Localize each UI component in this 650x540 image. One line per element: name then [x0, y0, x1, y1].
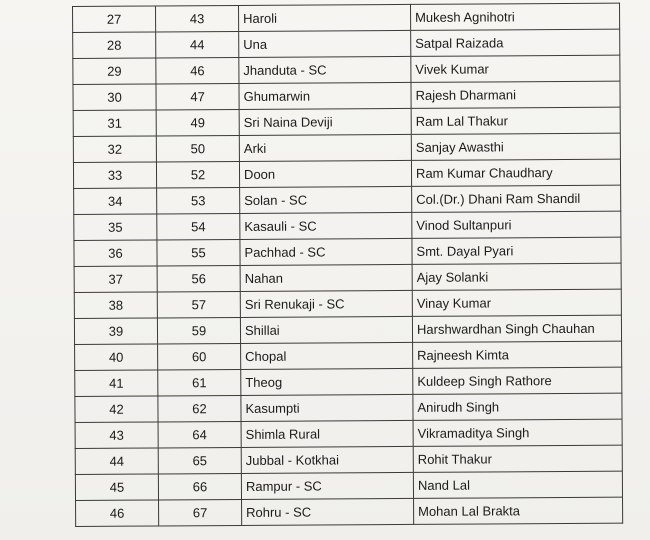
table-row — [75, 341, 622, 370]
constituency-name-cell: Sri Renukaji - SC — [240, 290, 412, 317]
constituency-name-cell: Jubbal - Kotkhai — [241, 446, 413, 473]
candidate-name-cell: Nand Lal — [413, 471, 622, 498]
candidate-name-cell: Vinay Kumar — [412, 289, 621, 316]
constituency-number-cell: 67 — [159, 499, 242, 526]
candidate-name-cell: Rajneesh Kimta — [413, 341, 622, 368]
constituency-name-cell: Rampur - SC — [241, 472, 413, 499]
constituency-name-cell: Chopal — [241, 342, 413, 369]
table-row — [75, 471, 622, 500]
candidate-name-cell: Ram Kumar Chaudhary — [411, 159, 620, 186]
candidate-name-cell: Sanjay Awasthi — [411, 133, 620, 160]
constituency-name-cell: Una — [239, 30, 411, 57]
constituency-name-cell: Theog — [241, 368, 413, 395]
constituency-number-cell: 64 — [158, 421, 241, 448]
table-row — [75, 419, 622, 448]
constituency-name-cell: Nahan — [240, 264, 412, 291]
constituency-number-cell: 52 — [156, 161, 239, 188]
candidate-name-cell: Vivek Kumar — [411, 55, 620, 82]
table-row — [73, 55, 620, 84]
table-row — [75, 367, 622, 396]
constituency-number-cell: 47 — [156, 83, 239, 110]
constituency-number-cell: 46 — [156, 57, 239, 84]
constituency-number-cell: 65 — [158, 447, 241, 474]
serial-number-cell: 29 — [73, 58, 156, 85]
constituency-number-cell: 43 — [156, 5, 239, 32]
candidate-name-cell: Anirudh Singh — [413, 393, 622, 420]
constituency-name-cell: Shimla Rural — [241, 420, 413, 447]
serial-number-cell: 27 — [73, 6, 156, 33]
constituency-name-cell: Pachhad - SC — [240, 238, 412, 265]
serial-number-cell: 34 — [74, 188, 157, 215]
table-row — [73, 3, 620, 32]
candidate-name-cell: Satpal Raizada — [411, 29, 620, 56]
candidate-name-cell: Vinod Sultanpuri — [412, 211, 621, 238]
serial-number-cell: 33 — [73, 162, 156, 189]
table-row — [73, 133, 620, 162]
serial-number-cell: 41 — [75, 370, 158, 397]
candidate-name-cell: Mohan Lal Brakta — [414, 497, 623, 524]
constituency-number-cell: 49 — [156, 109, 239, 136]
candidate-name-cell: Kuldeep Singh Rathore — [413, 367, 622, 394]
serial-number-cell: 30 — [73, 84, 156, 111]
table-row — [73, 107, 620, 136]
table-row — [75, 445, 622, 474]
serial-number-cell: 46 — [76, 500, 159, 527]
candidate-name-cell: Ram Lal Thakur — [411, 107, 620, 134]
table-row — [74, 185, 621, 214]
table-row — [74, 315, 621, 344]
serial-number-cell: 35 — [74, 214, 157, 241]
serial-number-cell: 37 — [74, 266, 157, 293]
constituency-name-cell: Solan - SC — [240, 186, 412, 213]
constituency-number-cell: 50 — [156, 135, 239, 162]
constituency-number-cell: 61 — [158, 369, 241, 396]
serial-number-cell: 44 — [75, 448, 158, 475]
constituency-number-cell: 54 — [157, 213, 240, 240]
serial-number-cell: 43 — [75, 422, 158, 449]
constituency-name-cell: Arki — [239, 134, 411, 161]
constituency-name-cell: Haroli — [238, 4, 410, 31]
constituency-name-cell: Kasauli - SC — [240, 212, 412, 239]
constituency-name-cell: Shillai — [240, 316, 412, 343]
constituency-number-cell: 57 — [157, 291, 240, 318]
table-row — [73, 81, 620, 110]
candidate-name-cell: Rohit Thakur — [413, 445, 622, 472]
constituency-name-cell: Jhanduta - SC — [239, 56, 411, 83]
table-row — [74, 211, 621, 240]
serial-number-cell: 40 — [75, 344, 158, 371]
table-row — [73, 29, 620, 58]
constituency-name-cell: Kasumpti — [241, 394, 413, 421]
table-row — [75, 393, 622, 422]
constituency-number-cell: 66 — [158, 473, 241, 500]
constituency-number-cell: 59 — [157, 317, 240, 344]
constituency-number-cell: 44 — [156, 31, 239, 58]
constituency-number-cell: 55 — [157, 239, 240, 266]
table-row — [73, 159, 620, 188]
candidate-name-cell: Ajay Solanki — [412, 263, 621, 290]
candidate-table — [72, 3, 623, 527]
serial-number-cell: 36 — [74, 240, 157, 267]
table-row — [76, 497, 623, 526]
candidate-name-cell: Mukesh Agnihotri — [410, 3, 619, 30]
serial-number-cell: 42 — [75, 396, 158, 423]
serial-number-cell: 31 — [73, 110, 156, 137]
candidate-table-body — [73, 3, 623, 526]
candidate-name-cell: Harshwardhan Singh Chauhan — [412, 315, 621, 342]
constituency-number-cell: 56 — [157, 265, 240, 292]
serial-number-cell: 38 — [74, 292, 157, 319]
candidate-name-cell: Smt. Dayal Pyari — [412, 237, 621, 264]
table-row — [74, 289, 621, 318]
constituency-name-cell: Doon — [239, 160, 411, 187]
constituency-number-cell: 53 — [157, 187, 240, 214]
candidate-name-cell: Col.(Dr.) Dhani Ram Shandil — [412, 185, 621, 212]
serial-number-cell: 39 — [74, 318, 157, 345]
candidate-name-cell: Vikramaditya Singh — [413, 419, 622, 446]
candidate-name-cell: Rajesh Dharmani — [411, 81, 620, 108]
constituency-number-cell: 60 — [158, 343, 241, 370]
constituency-name-cell: Sri Naina Deviji — [239, 108, 411, 135]
constituency-number-cell: 62 — [158, 395, 241, 422]
table-row — [74, 237, 621, 266]
constituency-name-cell: Ghumarwin — [239, 82, 411, 109]
serial-number-cell: 45 — [75, 474, 158, 501]
table-row — [74, 263, 621, 292]
serial-number-cell: 28 — [73, 32, 156, 59]
serial-number-cell: 32 — [73, 136, 156, 163]
constituency-name-cell: Rohru - SC — [242, 498, 414, 525]
